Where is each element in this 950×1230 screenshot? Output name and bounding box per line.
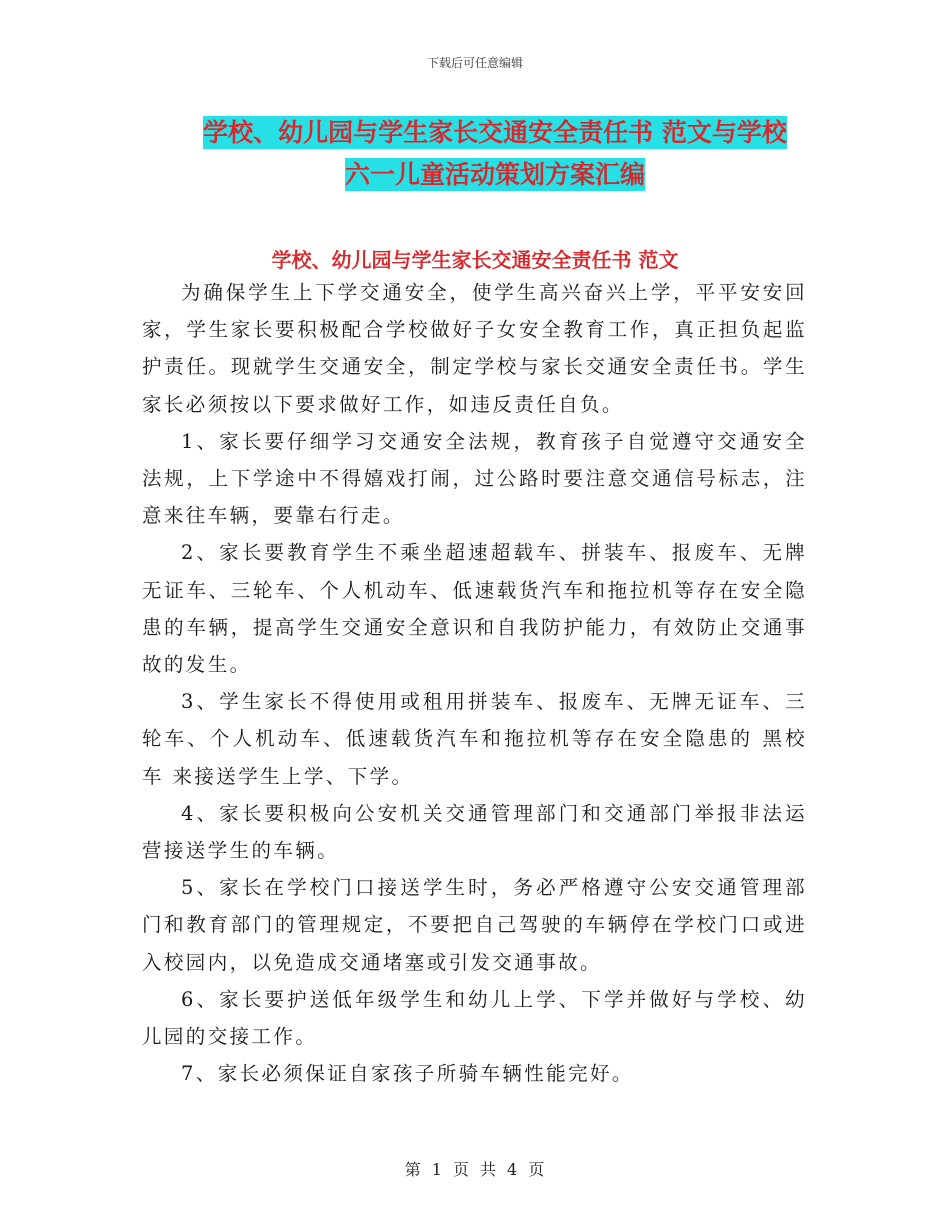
paragraph-item-4: 4、家长要积极向公安机关交通管理部门和交通部门举报非法运营接送学生的车辆。 (142, 801, 807, 863)
paragraph-item-3: 3、学生家长不得使用或租用拼装车、报废车、无牌无证车、三轮车、个人机动车、低速载货汽车和拖拉机等存在安全隐患的 黑校车 来接送学生上学、下学。 (142, 690, 807, 788)
footer-total-unit: 页 (528, 1160, 546, 1179)
page-footer (0, 1157, 950, 1180)
paragraph-intro: 为确保学生上下学交通安全，使学生高兴奋兴上学，平平安安回家，学生家长要积极配合学校做好子女安全教育工作，真正担负起监护责任。现就学生交通安全，制定学校与家长交通安全责任书。学生家长必须按以下要求做好工作，如违反责任自负。 (142, 281, 807, 416)
paragraph-item-6: 6、家长要护送低年级学生和幼儿上学、下学并做好与学校、幼儿园的交接工作。 (142, 987, 807, 1049)
body-text (142, 274, 807, 1092)
paragraph-item-5: 5、家长在学校门口接送学生时，务必严格遵守公安交通管理部门和教育部门的管理规定，不要把自己驾驶的车辆停在学校门口或进入校园内，以免造成交通堵塞或引发交通事故。 (142, 876, 807, 974)
footer-total-label: 共 (480, 1160, 498, 1179)
section-title: 学校、幼儿园与学生家长交通安全责任书 范文 (271, 248, 679, 272)
footer-page-label: 第 (404, 1160, 422, 1179)
document-title (140, 112, 850, 196)
footer-page-number: 1 (431, 1160, 443, 1179)
footer-page-unit: 页 (452, 1160, 470, 1179)
document-title-line-1: 学校、幼儿园与学生家长交通安全责任书 范文与学校 (203, 118, 787, 147)
header-note: 下载后可任意编辑 (426, 56, 523, 70)
footer-total-pages: 4 (507, 1160, 519, 1179)
document-title-line-2: 六一儿童活动策划方案汇编 (344, 160, 645, 189)
paragraph-item-2: 2、家长要教育学生不乘坐超速超载车、拼装车、报废车、无牌无证车、三轮车、个人机动车、低速载货汽车和拖拉机等存在安全隐患的车辆，提高学生交通安全意识和自我防护能力，有效防止交通事故的发生。 (142, 541, 807, 677)
paragraph-item-7: 7、家长必须保证自家孩子所骑车辆性能完好。 (181, 1062, 634, 1086)
paragraph-item-1: 1、家长要仔细学习交通安全法规，教育孩子自觉遵守交通安全法规，上下学途中不得嬉戏打闹，过公路时要注意交通信号标志，注意来往车辆，要靠右行走。 (142, 429, 807, 528)
